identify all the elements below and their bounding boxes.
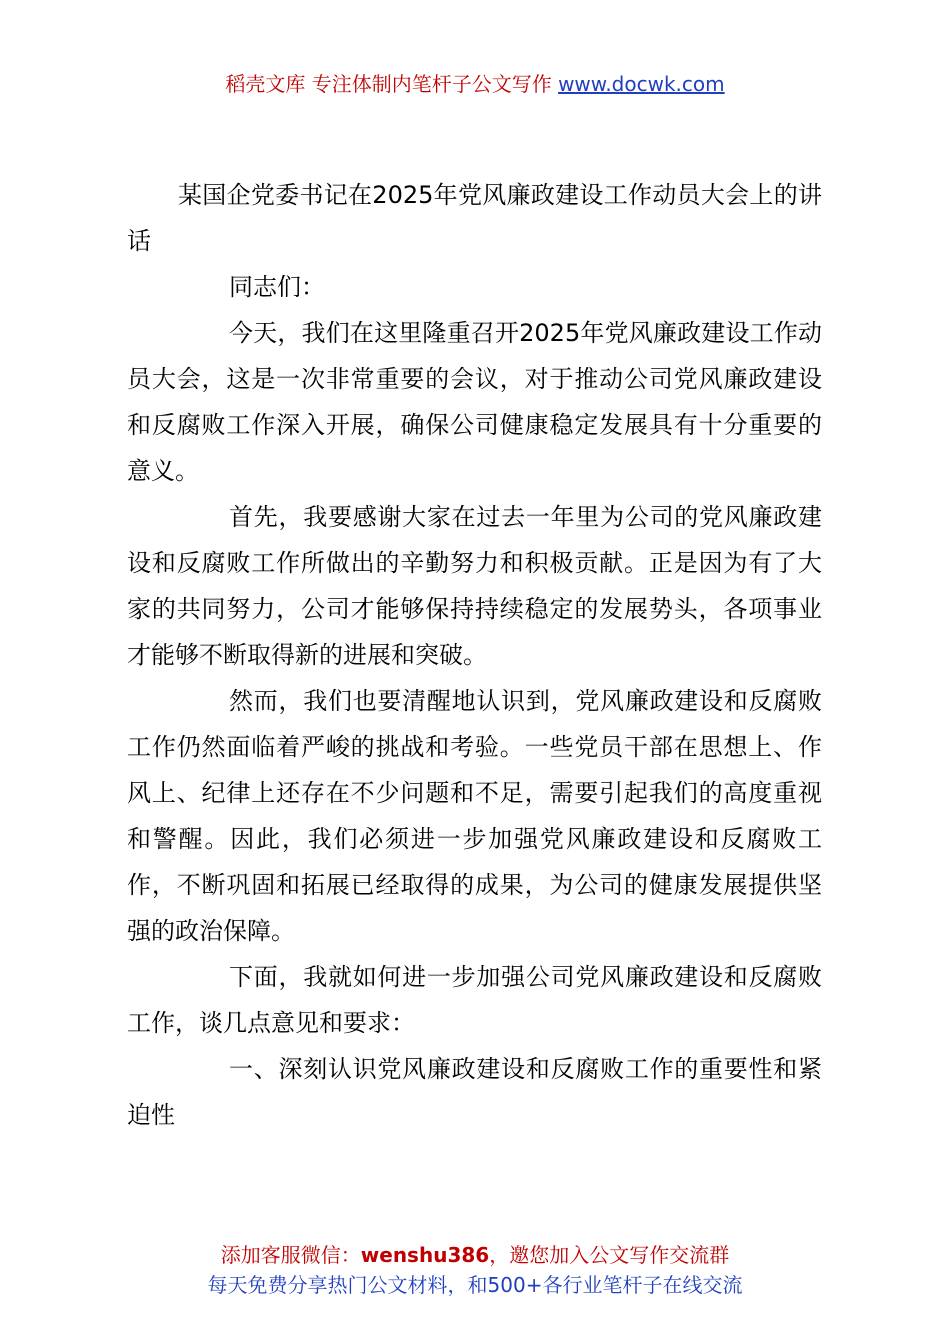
footer-wechat-prefix: 添加客服微信：: [220, 1243, 361, 1267]
header-brand: 稻壳文库 专注体制内笔杆子公文写作: [225, 72, 559, 96]
page-footer: [0, 1240, 950, 1300]
footer-wechat-line: [0, 1240, 950, 1270]
footer-wechat-suffix: ，邀您加入公文写作交流群: [489, 1243, 730, 1267]
page-header: [0, 70, 950, 98]
paragraph: 然而，我们也要清醒地认识到，党风廉政建设和反腐败工作仍然面临着严峻的挑战和考验。一些党员干部在思想上、作风上、纪律上还存在不少问题和不足，需要引起我们的高度重视和警醒。因此，我们必须进一步加强党风廉政建设和反腐败工作，不断巩固和拓展已经取得的成果，为公司的健康发展提供坚强的政治保障。: [127, 687, 822, 945]
paragraph: 今天，我们在这里隆重召开2025年党风廉政建设工作动员大会，这是一次非常重要的会议，对于推动公司党风廉政建设和反腐败工作深入开展，确保公司健康稳定发展具有十分重要的意义。: [127, 319, 822, 485]
paragraph: 首先，我要感谢大家在过去一年里为公司的党风廉政建设和反腐败工作所做出的辛勤努力和积极贡献。正是因为有了大家的共同努力，公司才能够保持持续稳定的发展势头，各项事业才能够不断取得新的进展和突破。: [127, 503, 822, 669]
document-title: 某国企党委书记在2025年党风廉政建设工作动员大会上的讲话: [127, 181, 822, 255]
salutation: 同志们：: [229, 273, 325, 301]
footer-promo-line: 每天免费分享热门公文材料，和500+各行业笔杆子在线交流: [207, 1273, 743, 1297]
footer-wechat-id: wenshu386: [360, 1243, 490, 1267]
document-body: [127, 172, 822, 1138]
paragraph: 下面，我就如何进一步加强公司党风廉政建设和反腐败工作，谈几点意见和要求：: [127, 963, 822, 1037]
section-heading: 一、深刻认识党风廉政建设和反腐败工作的重要性和紧迫性: [127, 1055, 822, 1129]
header-url-link[interactable]: www.docwk.com: [558, 72, 725, 96]
